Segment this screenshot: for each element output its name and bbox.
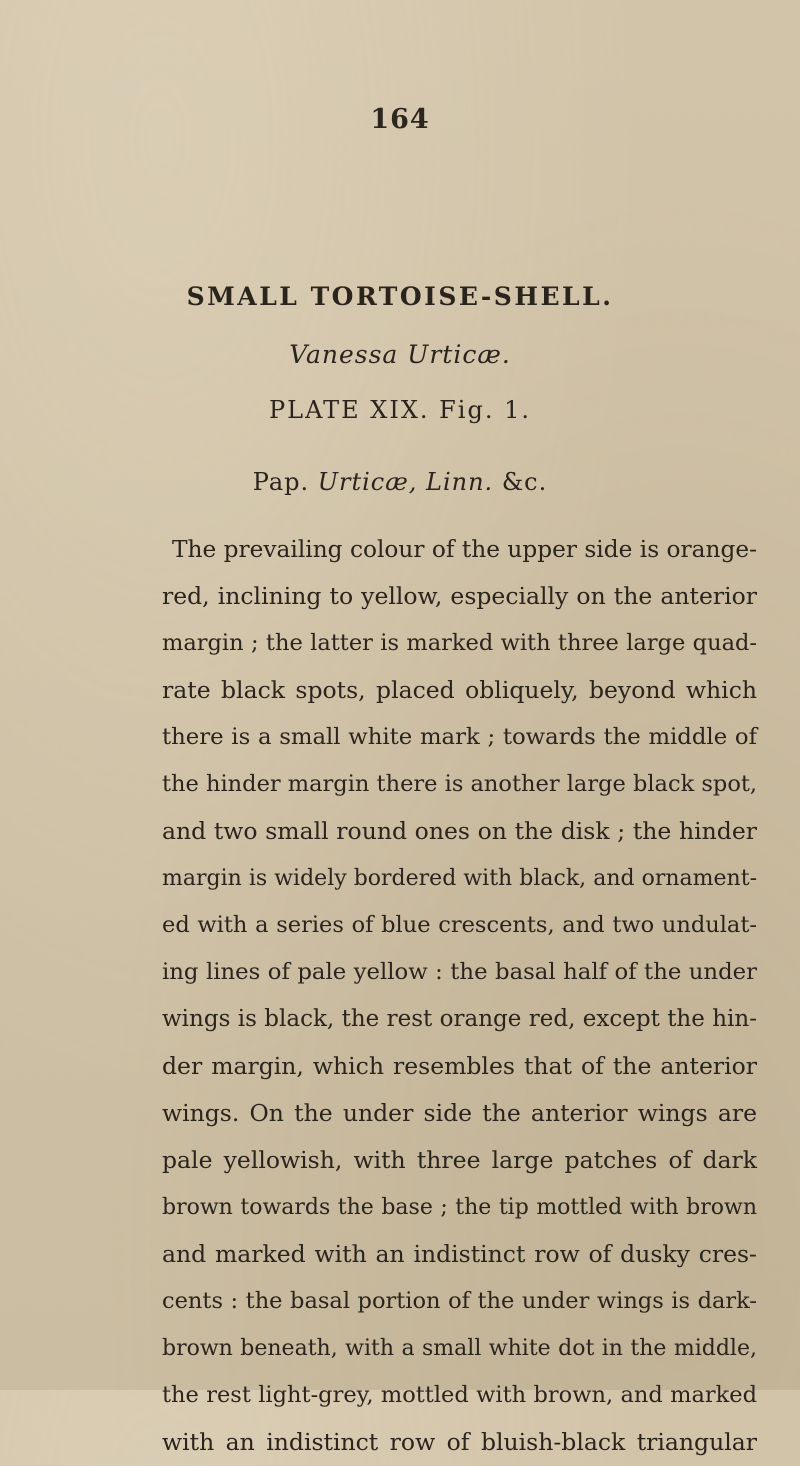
text-line: rate black spots, placed obliquely, beyond which [162, 676, 757, 704]
text-line: the rest light-grey, mottled with brown, and marked [162, 1382, 757, 1408]
text-line: cents : the basal portion of the under wings is dark- [162, 1288, 757, 1314]
plate-reference: PLATE XIX. Fig. 1. [268, 396, 532, 424]
text-line: der margin, which resembles that of the anterior [162, 1052, 757, 1080]
synonym-italic: Urticæ, Linn. [317, 468, 494, 496]
text-line: margin ; the latter is marked with three large quad- [162, 630, 757, 656]
species-name: Vanessa Urticæ. [289, 340, 511, 369]
text-line: pale yellowish, with three large patches of dark [162, 1146, 757, 1174]
text-line: red, inclining to yellow, especially on the anterior [162, 582, 757, 610]
page-number: 164 [370, 104, 430, 135]
text-line: and two small round ones on the disk ; the hinder [162, 817, 757, 845]
section-title: SMALL TORTOISE-SHELL. [186, 282, 614, 311]
text-line: the hinder margin there is another large black spot, [162, 771, 758, 797]
text-line: and marked with an indistinct row of dusky cres- [162, 1240, 757, 1268]
text-line: The prevailing colour of the upper side is orange- [172, 536, 757, 563]
synonym-prefix: Pap. [252, 468, 318, 496]
body-paragraph [162, 526, 757, 1466]
text-line: wings is black, the rest orange red, except the hin- [162, 1006, 757, 1032]
synonym-suffix: &c. [493, 468, 548, 496]
text-line: wings. On the under side the anterior wings are [162, 1099, 757, 1127]
text-line: brown beneath, with a small white dot in the middle, [162, 1336, 757, 1361]
synonym-line [0, 468, 800, 496]
text-line: brown towards the base ; the tip mottled with brown [162, 1195, 757, 1220]
text-line: there is a small white mark ; towards the middle of [162, 724, 757, 750]
text-line: ed with a series of blue crescents, and two undulat- [162, 912, 757, 938]
text-line: ing lines of pale yellow : the basal half of the under [162, 959, 757, 985]
text-line: with an indistinct row of bluish-black triangular [162, 1428, 757, 1456]
text-line: margin is widely bordered with black, and ornament- [162, 866, 757, 891]
